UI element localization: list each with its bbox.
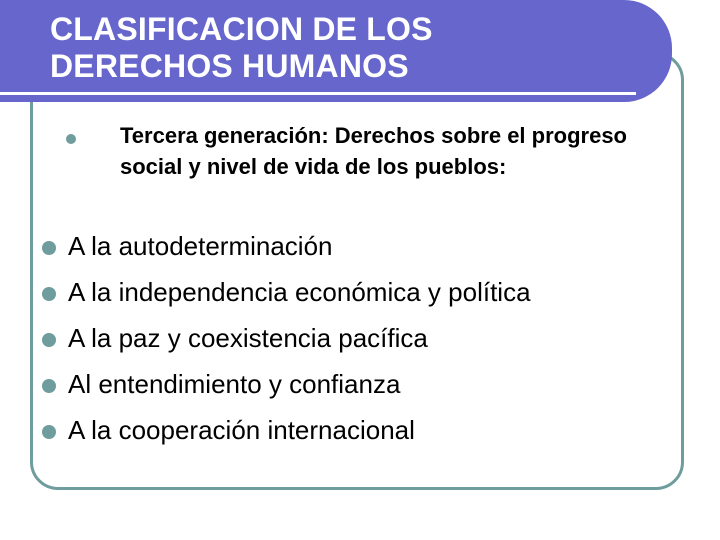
bullet-dot-icon <box>42 241 56 255</box>
title-banner <box>0 0 672 102</box>
bullet-dot-icon <box>42 333 56 347</box>
intro-text: Tercera generación: Derechos sobre el progreso social y nivel de vida de los pueblos: <box>120 123 627 179</box>
list-item-text: A la paz y coexistencia pacífica <box>68 323 428 353</box>
list-item-text: Al entendimiento y confianza <box>68 369 401 399</box>
slide-title-line-1: CLASIFICACION DE LOS <box>50 11 433 47</box>
slide-title <box>50 11 433 85</box>
bullet-dot-icon <box>42 425 56 439</box>
bullet-dot-icon <box>66 134 76 144</box>
list-item-text: A la autodeterminación <box>68 231 333 261</box>
title-underline <box>0 92 636 95</box>
slide-title-line-2: DERECHOS HUMANOS <box>50 48 409 84</box>
list-item-text: A la independencia económica y política <box>68 277 531 307</box>
list-item-text: A la cooperación internacional <box>68 415 415 445</box>
bullet-dot-icon <box>42 379 56 393</box>
bullet-dot-icon <box>42 287 56 301</box>
